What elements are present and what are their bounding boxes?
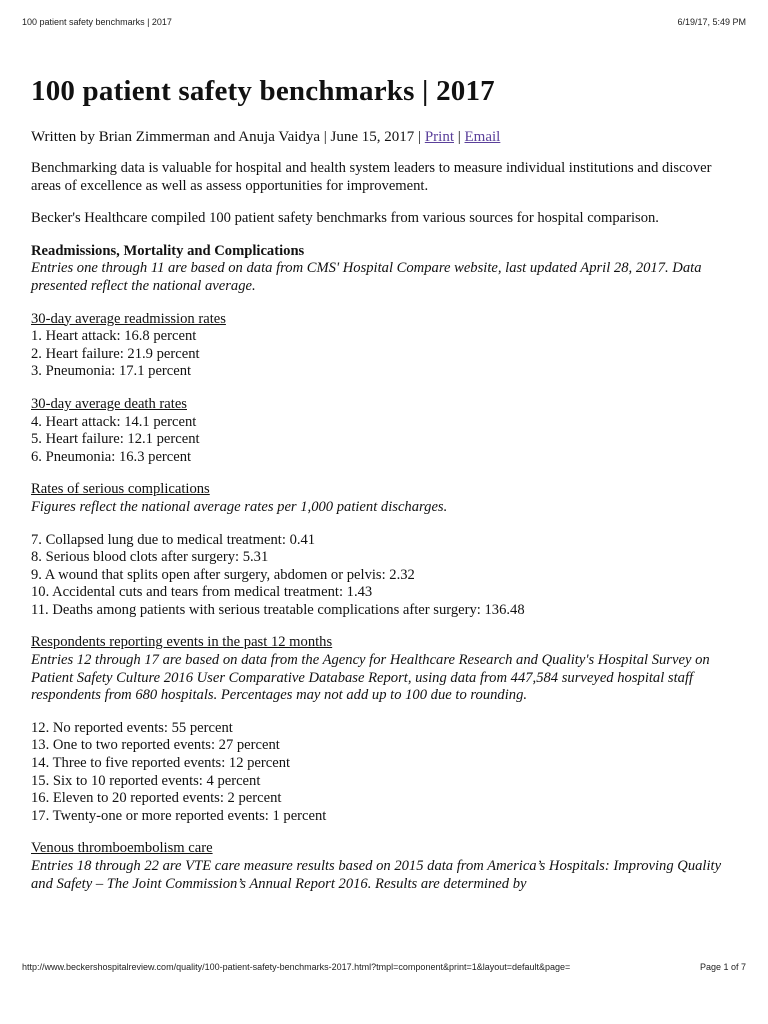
print-footer-url: http://www.beckershospitalreview.com/quality/100-patient-safety-benchmarks-2017.html?tmpl=component&print=1&layout=default&page=: [22, 962, 571, 972]
subheading-vte-care: Venous thromboembolism care: [31, 840, 213, 857]
list-item: 2. Heart failure: 21.9 percent: [31, 345, 200, 362]
intro-paragraph-1: Benchmarking data is valuable for hospital and health system leaders to measure individual institutions and discover areas of excellence as well as assess opportunities for improvement.: [31, 160, 712, 194]
list-item: 3. Pneumonia: 17.1 percent: [31, 363, 192, 380]
subheading-death-rates: 30-day average death rates: [31, 395, 187, 412]
list-item: 16. Eleven to 20 reported events: 2 percent: [31, 790, 282, 807]
list-item: 15. Six to 10 reported events: 4 percent: [31, 772, 261, 789]
byline-authors-date: Written by Brian Zimmerman and Anuja Vaidya | June 15, 2017 |: [31, 129, 425, 145]
list-item: 1. Heart attack: 16.8 percent: [31, 328, 197, 345]
vte-note: Entries 18 through 22 are VTE care measure results based on 2015 data from America’s Hospitals: Improving Quality and Safety – The Joint Commission’s Annual Report 2016. Results are determined by: [31, 858, 722, 892]
print-footer-page: Page 1 of 7: [699, 962, 746, 972]
subheading-readmission-rates: 30-day average readmission rates: [31, 310, 226, 327]
article-title: 100 patient safety benchmarks | 2017: [31, 75, 495, 107]
list-item: 5. Heart failure: 12.1 percent: [31, 431, 200, 448]
complications-list: [31, 532, 731, 620]
list-item: 11. Deaths among patients with serious treatable complications after surgery: 136.48: [31, 601, 525, 618]
list-item: 10. Accidental cuts and tears from medical treatment: 1.43: [31, 584, 373, 601]
complications-note: Figures reflect the national average rates per 1,000 patient discharges.: [31, 498, 448, 515]
list-item: 12. No reported events: 55 percent: [31, 719, 233, 736]
section-note-readmissions: Entries one through 11 are based on data from CMS' Hospital Compare website, last updated April 28, 2017. Data presented reflect the national average.: [31, 260, 702, 294]
death-list: [31, 414, 731, 467]
section-title-readmissions: Readmissions, Mortality and Complications: [31, 242, 305, 259]
list-item: 17. Twenty-one or more reported events: 1 percent: [31, 807, 327, 824]
subheading-reported-events: Respondents reporting events in the past 12 months: [31, 634, 333, 651]
list-item: 6. Pneumonia: 16.3 percent: [31, 448, 192, 465]
list-item: 4. Heart attack: 14.1 percent: [31, 413, 197, 430]
list-item: 8. Serious blood clots after surgery: 5.31: [31, 549, 269, 566]
article: [31, 72, 731, 893]
intro-paragraph-2: Becker's Healthcare compiled 100 patient safety benchmarks from various sources for hospital comparison.: [31, 210, 659, 227]
list-item: 9. A wound that splits open after surgery, abdomen or pelvis: 2.32: [31, 566, 415, 583]
subheading-complications: Rates of serious complications: [31, 481, 210, 498]
list-item: 13. One to two reported events: 27 percent: [31, 737, 280, 754]
email-link[interactable]: Email: [464, 129, 501, 145]
byline: [31, 127, 731, 147]
list-item: 14. Three to five reported events: 12 percent: [31, 755, 291, 772]
readmission-list: [31, 328, 731, 381]
print-header-datetime: 6/19/17, 5:49 PM: [677, 17, 746, 27]
print-header-title: 100 patient safety benchmarks | 2017: [22, 17, 172, 27]
events-note: Entries 12 through 17 are based on data from the Agency for Healthcare Research and Quality's Hospital Survey on Patient Safety Culture 2016 User Comparative Database Report, using data from 447,584 surveyed hospital staff respondents from 680 hospitals. Percentages may not add up to 100 due to rounding.: [31, 652, 710, 704]
byline-separator: |: [454, 129, 465, 145]
list-item: 7. Collapsed lung due to medical treatment: 0.41: [31, 531, 316, 548]
print-link[interactable]: Print: [424, 129, 454, 145]
events-list: [31, 720, 731, 826]
